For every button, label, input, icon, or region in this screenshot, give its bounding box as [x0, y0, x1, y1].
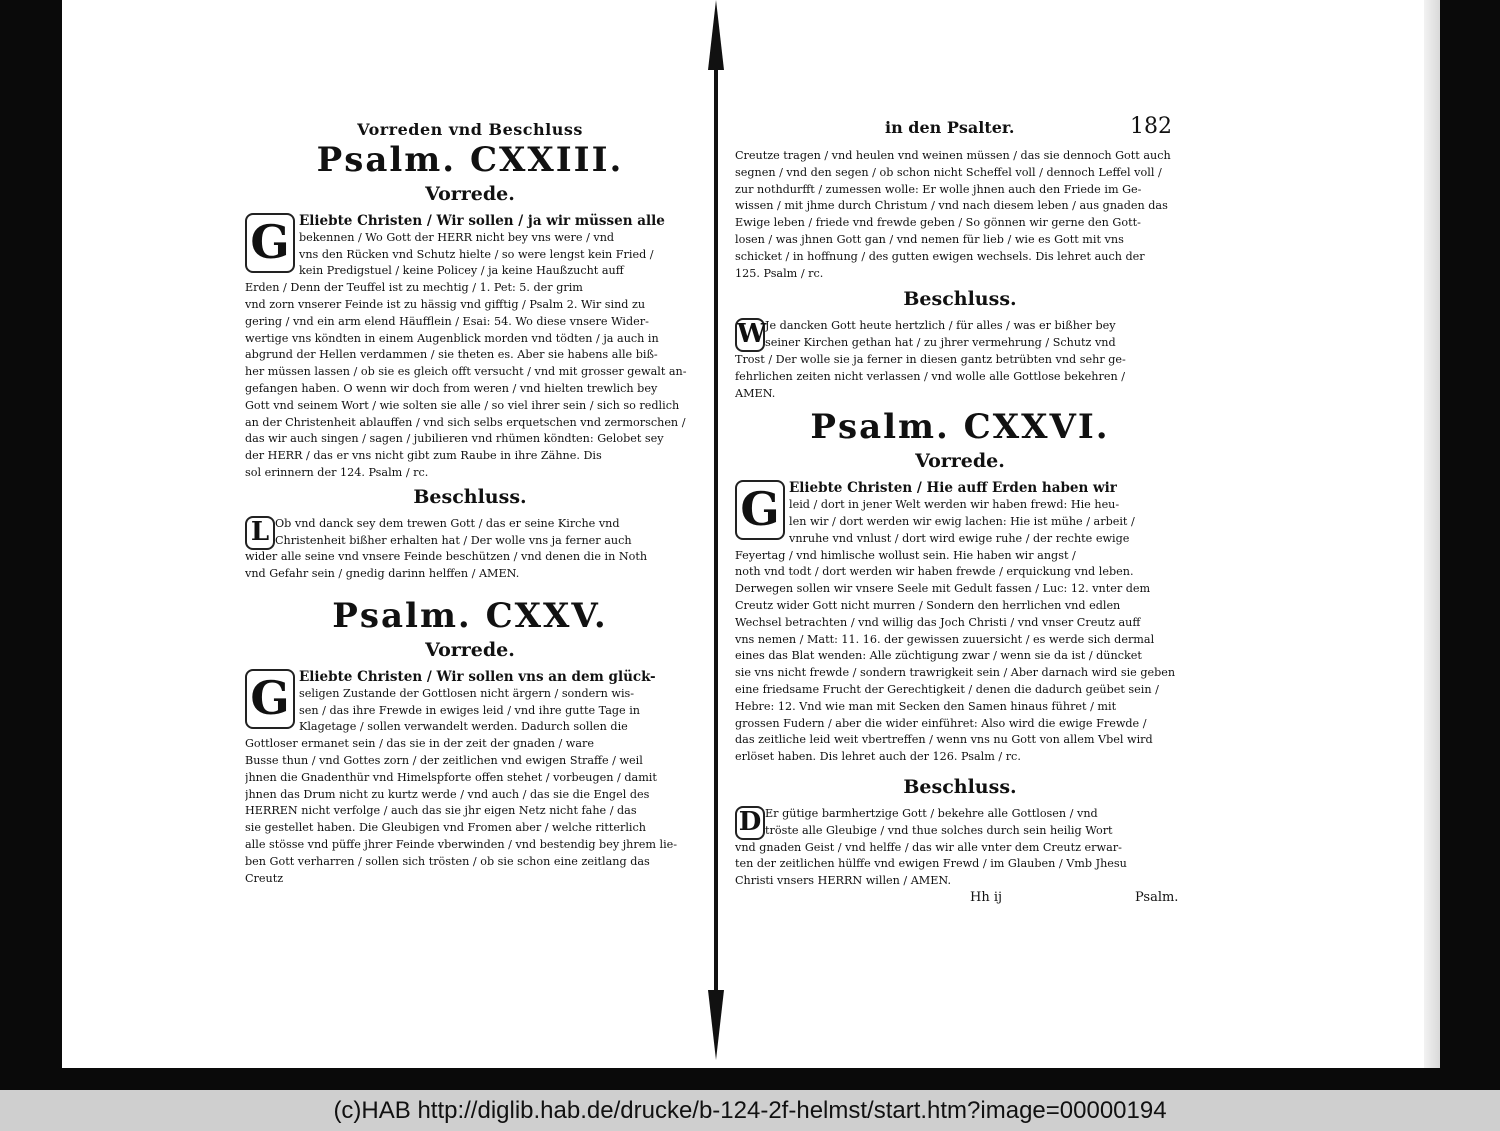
text-line: vnd gnaden Geist / vnd helffe / das wir alle vnter dem Creutz erwar-: [735, 840, 1122, 854]
text-line: Christenheit bißher erhalten hat / Der wolle vns ja ferner auch: [275, 533, 632, 547]
psalm-125-continuation-text: [735, 148, 1185, 282]
psalm-126-beschluss: [735, 806, 1185, 890]
text-line: zur nothdurfft / zumessen wolle: Er wolle jhnen auch den Friede im Ge-: [735, 182, 1142, 196]
psalm-125-title: Psalm. CXXV.: [332, 595, 608, 636]
psalm-126-vorrede-text: [735, 480, 1185, 766]
text-line: vnruhe vnd vnlust / dort wird ewige ruhe / der rechte ewige: [789, 531, 1130, 545]
text-line: wertige vns köndten in einem Augenblick morden vnd tödten / ja auch in: [245, 331, 659, 345]
text-line: eines das Blat wenden: Alle züchtigung zwar / wenn sie da ist / düncket: [735, 649, 1142, 663]
psalm-123-beschluss-dropcap: L: [245, 516, 275, 550]
text-line: sen / das ihre Frewde in ewiges leid / vnd ihre gutte Tage in: [299, 703, 641, 717]
text-line: vnd Gefahr sein / gnedig darinn helffen / AMEN.: [245, 567, 520, 581]
psalm-123-title: Psalm. CXXIII.: [316, 140, 624, 180]
page-number: 182: [1130, 114, 1172, 139]
text-line: vnd zorn vnserer Feinde ist zu hässig vnd gifftig / Psalm 2. Wir sind zu: [245, 297, 646, 311]
text-line: jhnen die Gnadenthür vnd Himelspforte offen stehet / vorbeugen / damit: [245, 770, 657, 784]
text-line: Trost / Der wolle sie ja ferner in diesen gantz betrübten vnd sehr ge-: [735, 352, 1126, 366]
text-line: der HERR / das er vns nicht gibt zum Raube in ihre Zähne. Dis: [245, 449, 602, 463]
text-line: ten der zeitlichen hülffe vnd ewigen Frewd / im Glauben / Vmb Jhesu: [735, 857, 1127, 871]
text-line: schicket / in hoffnung / des gutten ewigen wechsels. Dis lehret auch der: [735, 249, 1145, 263]
text-line: Ewige leben / friede vnd frewde geben / So gönnen wir gerne den Gott-: [735, 216, 1141, 230]
text-line: her müssen lassen / ob sie es gleich offt versucht / vnd mit grosser gewalt an-: [245, 365, 687, 379]
signature-row: [735, 890, 1185, 912]
text-line: segnen / vnd den segen / ob schon nicht Scheffel voll / dennoch Leffel voll /: [735, 165, 1162, 179]
psalm-126-vorrede-heading: Vorrede.: [915, 450, 1005, 473]
text-line: Creutz wider Gott nicht murren / Sondern den herrlichen vnd edlen: [735, 598, 1121, 612]
scan-right-border: [1440, 0, 1500, 1088]
psalm-123-vorrede: [245, 213, 695, 482]
psalm-123-vorrede-heading: Vorrede.: [425, 183, 515, 205]
text-line: Ob vnd danck sey dem trewen Gott / das er seine Kirche vnd: [275, 516, 620, 530]
text-line: Klagetage / sollen verwandelt werden. Dadurch sollen die: [299, 720, 628, 734]
text-line: Erden / Denn der Teuffel ist zu mechtig / 1. Pet: 5. der grim: [245, 281, 583, 295]
text-line: Je dancken Gott heute hertzlich / für alles / was er bißher bey: [765, 319, 1116, 333]
text-line: vns den Rücken vnd Schutz hielte / so were lengst kein Fried /: [299, 247, 654, 261]
text-line: Gott vnd seinem Wort / wie solten sie alle / so viel ihrer sein / sich so redlich: [245, 398, 680, 412]
text-line: noth vnd todt / dort werden wir haben frewde / erquickung vnd leben.: [735, 565, 1134, 579]
scan-left-border: [0, 0, 62, 1088]
text-line: das wir auch singen / sagen / jubilieren vnd rhümen köndten: Gelobet sey: [245, 432, 664, 446]
text-line: len wir / dort werden wir ewig lachen: Hie ist mühe / arbeit /: [789, 514, 1135, 528]
psalm-125-beschluss-dropcap: W: [735, 318, 765, 352]
psalm-125-vorrede: [245, 669, 695, 887]
text-line: an der Christenheit ablauffen / vnd sich selbs erquetschen vnd zermorschen /: [245, 415, 686, 429]
text-line: sol erinnern der 124. Psalm / rc.: [245, 465, 429, 479]
text-line: wissen / mit jhme durch Christum / vnd nach diesem leben / aus gnaden das: [735, 199, 1168, 213]
text-line: vns nemen / Matt: 11. 16. der gewissen zuuersicht / es werde sich dermal: [735, 632, 1155, 646]
psalm-125-beschluss-text: [735, 318, 1185, 402]
psalm-125-vorrede-heading: Vorrede.: [425, 638, 515, 661]
text-line: seiner Kirchen gethan hat / zu jhrer vermehrung / Schutz vnd: [765, 336, 1116, 350]
text-line: wider alle seine vnd vnsere Feinde beschützen / vnd denen die in Noth: [245, 550, 648, 564]
psalm-123-vorrede-text: [245, 213, 695, 482]
text-line: Wechsel betrachten / vnd willig das Joch Christi / vnd vnser Creutz auff: [735, 615, 1141, 629]
text-line: Eliebte Christen / Wir sollen / ja wir müssen alle: [299, 213, 665, 229]
psalm-126-beschluss-heading: Beschluss.: [903, 775, 1017, 798]
text-line: sie gestellet haben. Die Gleubigen vnd Fromen aber / welche ritterlich: [245, 821, 646, 835]
catchword: Psalm.: [1135, 889, 1179, 905]
text-line: leid / dort in jener Welt werden wir haben frewd: Hie heu-: [789, 498, 1120, 512]
text-line: abgrund der Hellen verdammen / sie theten es. Aber sie habens alle biß-: [245, 348, 658, 362]
text-line: gefangen haben. O wenn wir doch from weren / vnd hielten trewlich bey: [245, 381, 658, 395]
text-line: sie vns nicht frewde / sondern trawrigkeit sein / Aber darnach wird sie geben: [735, 666, 1176, 680]
right-running-head: in den Psalter.: [885, 118, 1015, 137]
scan-bottom-border: [0, 1068, 1500, 1090]
psalm-123-dropcap: G: [245, 213, 295, 273]
page-edge: [1424, 0, 1440, 1088]
psalm-125-beschluss: [735, 318, 1185, 402]
text-line: Er gütige barmhertzige Gott / bekehre alle Gottlosen / vnd: [765, 806, 1098, 820]
psalm-125-beschluss-heading: Beschluss.: [903, 288, 1017, 311]
text-line: Derwegen sollen wir vnsere Seele mit Gedult fassen / Luc: 12. vnter dem: [735, 582, 1151, 596]
psalm-126-beschluss-dropcap: D: [735, 806, 765, 840]
text-line: Hebre: 12. Vnd wie man mit Secken den Samen hinaus führet / mit: [735, 699, 1117, 713]
copyright-footer: (c)HAB http://diglib.hab.de/drucke/b-124-2f-helmst/start.htm?image=00000194: [333, 1097, 1167, 1124]
psalm-123-beschluss: [245, 516, 695, 583]
psalm-126-dropcap: G: [735, 480, 785, 540]
text-line: Eliebte Christen / Hie auff Erden haben wir: [789, 480, 1117, 497]
text-line: das zeitliche leid weit vbertreffen / wenn vns nu Gott von allem Vbel wird: [735, 733, 1153, 747]
psalm-125-dropcap: G: [245, 669, 295, 729]
text-line: erlöset haben. Dis lehret auch der 126. Psalm / rc.: [735, 750, 1021, 764]
text-line: bekennen / Wo Gott der HERR nicht bey vns were / vnd: [299, 230, 615, 244]
right-page: [735, 114, 1185, 912]
text-line: alle stösse vnd püffe jhrer Feinde vberwinden / vnd bestendig bey jhrem lie-: [245, 837, 678, 851]
text-line: 125. Psalm / rc.: [735, 266, 824, 280]
left-page: [245, 120, 695, 887]
book-gutter: [708, 0, 724, 1068]
text-line: losen / was jhnen Gott gan / vnd nemen für lieb / wie es Gott mit vns: [735, 232, 1124, 246]
text-line: HERREN nicht verfolge / auch das sie jhr eigen Netz nicht fahe / das: [245, 804, 637, 818]
psalm-126-beschluss-text: [735, 806, 1185, 890]
psalm-126-title: Psalm. CXXVI.: [810, 407, 1110, 448]
psalm-125-vorrede-text: [245, 669, 695, 887]
text-line: Gottloser ermanet sein / das sie in der zeit der gnaden / ware: [245, 737, 594, 751]
text-line: seligen Zustande der Gottlosen nicht ärgern / sondern wis-: [299, 686, 635, 700]
psalm-126-vorrede: [735, 480, 1185, 766]
text-line: Creutze tragen / vnd heulen vnd weinen müssen / das sie dennoch Gott auch: [735, 149, 1171, 162]
text-line: fehrlichen zeiten nicht verlassen / vnd wolle alle Gottlose bekehren /: [735, 369, 1126, 383]
text-line: kein Predigstuel / keine Policey / ja keine Haußzucht auff: [299, 264, 624, 278]
text-line: Eliebte Christen / Wir sollen vns an dem glück-: [299, 668, 656, 685]
psalm-123-beschluss-heading: Beschluss.: [413, 485, 527, 508]
signature-mark: Hh ij: [970, 889, 1003, 905]
text-line: Creutz: [245, 871, 284, 885]
text-line: AMEN.: [735, 386, 776, 400]
text-line: Busse thun / vnd Gottes zorn / der zeitlichen vnd ewigen Straffe / weil: [245, 753, 643, 767]
right-running-head-row: [735, 114, 1185, 148]
text-line: eine friedsame Frucht der Gerechtigkeit / denen die dadurch geübet sein /: [735, 682, 1159, 696]
psalm-123-beschluss-text: [245, 516, 695, 583]
left-running-head: Vorreden vnd Beschluss: [357, 120, 583, 139]
text-line: Christi vnsers HERRN willen / AMEN.: [735, 874, 952, 888]
text-line: Feyertag / vnd himlische wollust sein. Hie haben wir angst /: [735, 548, 1076, 562]
text-line: jhnen das Drum nicht zu kurtz werde / vnd auch / das sie die Engel des: [245, 787, 650, 801]
text-line: ben Gott verharren / sollen sich trösten / ob sie schon eine zeitlang das: [245, 854, 650, 868]
text-line: tröste alle Gleubige / vnd thue solches durch sein heilig Wort: [765, 823, 1113, 837]
text-line: grossen Fudern / aber die wider einführet: Also wird die ewige Frewde /: [735, 716, 1147, 730]
text-line: gering / vnd ein arm elend Häufflein / Esai: 54. Wo diese vnsere Wider-: [245, 314, 649, 328]
